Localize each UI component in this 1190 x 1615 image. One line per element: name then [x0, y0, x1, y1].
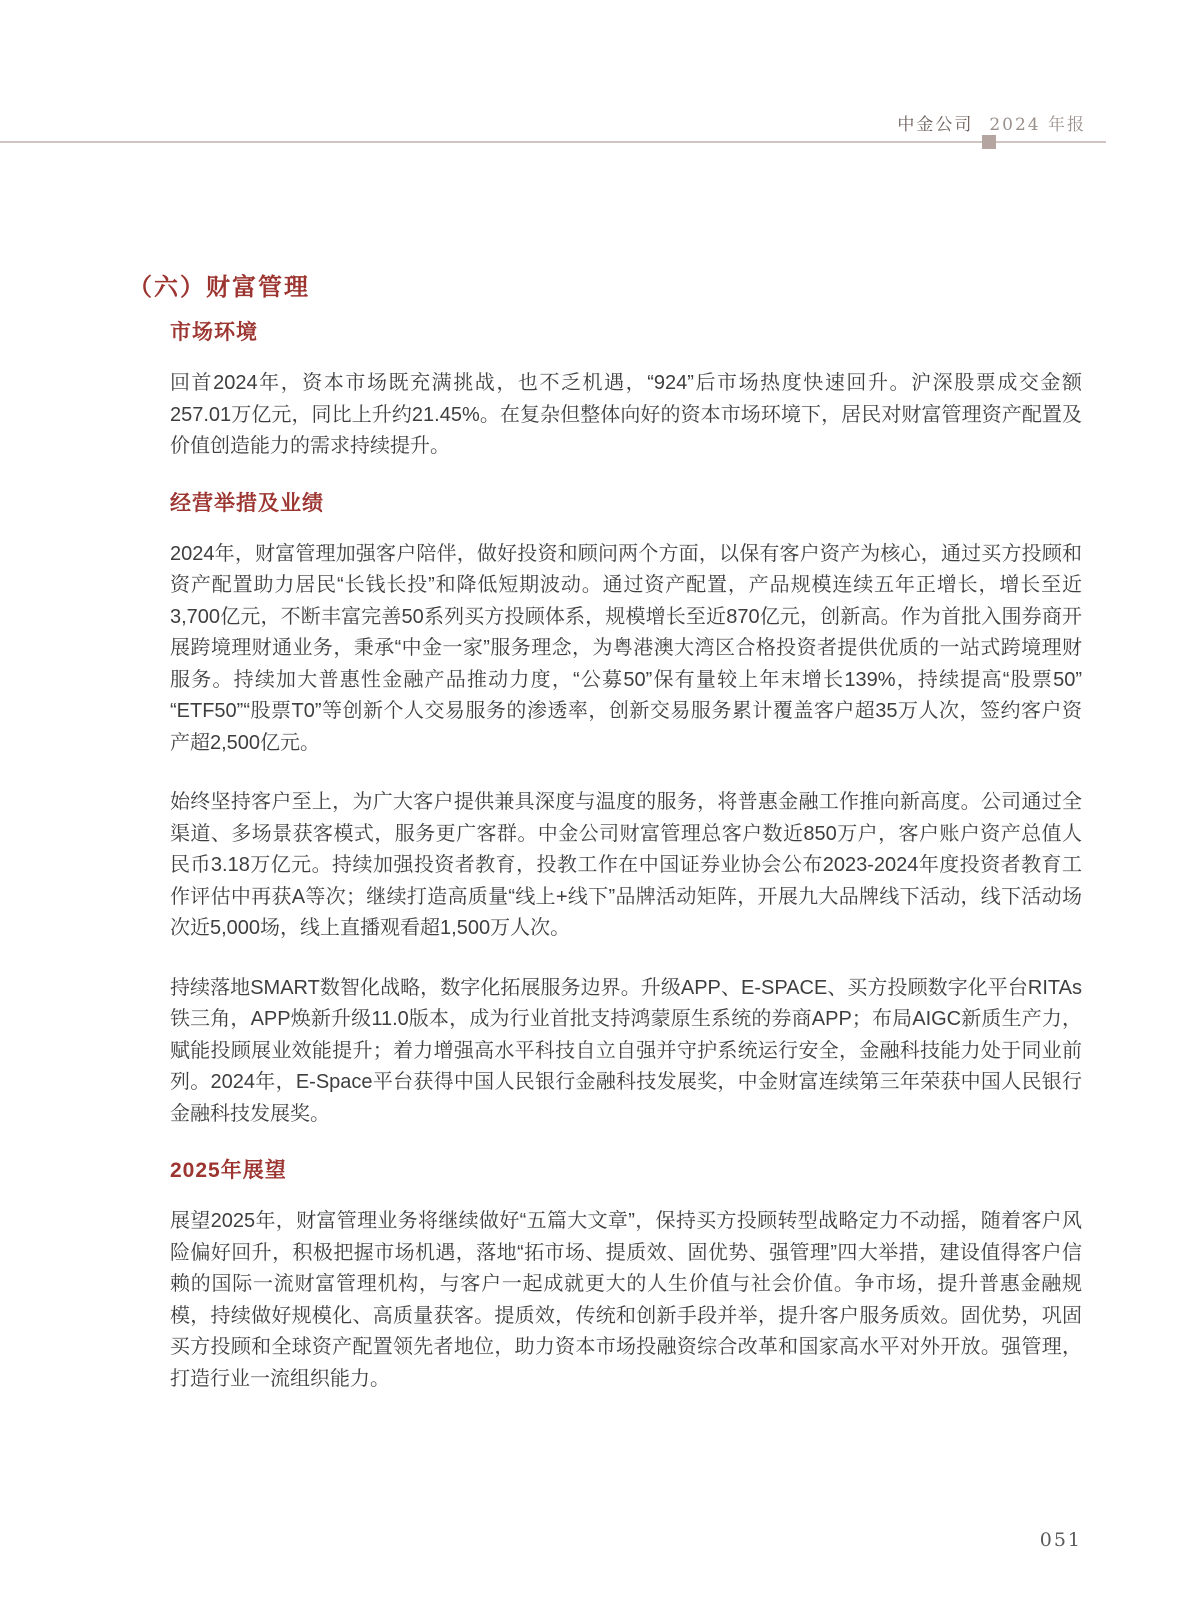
page-number: 051	[1039, 1529, 1082, 1551]
header-rule-marker	[982, 135, 996, 149]
paragraph-operations-1: 2024年，财富管理加强客户陪伴，做好投资和顾问两个方面，以保有客户资产为核心，通过买方投顾和资产配置助力居民“长钱长投”和降低短期波动。通过资产配置，产品规模连续五年正增长，增长至近3,700亿元，不断丰富完善50系列买方投顾体系，规模增长至近870亿元，创新高。作为首批入围券商开展跨境理财通业务，秉承“中金一家”服务理念，为粤港澳大湾区合格投资者提供优质的一站式跨境理财服务。持续加大普惠性金融产品推动力度，“公募50”保有量较上年末增长139%，持续提高“股票50”“ETF50”“股票T0”等创新个人交易服务的渗透率，创新交易服务累计覆盖客户超35万人次，签约客户资产超2,500亿元。	[170, 542, 1082, 754]
paragraph-market-environment: 回首2024年，资本市场既充满挑战，也不乏机遇，“924”后市场热度快速回升。沪深股票成交金额257.01万亿元，同比上升约21.45%。在复杂但整体向好的资本市场环境下，居民对财富管理资产配置及价值创造能力的需求持续提升。	[170, 372, 1082, 457]
paragraph-operations-2: 始终坚持客户至上，为广大客户提供兼具深度与温度的服务，将普惠金融工作推向新高度。公司通过全渠道、多场景获客模式，服务更广客群。中金公司财富管理总客户数近850万户，客户账户资产总值人民币3.18万亿元。持续加强投资者教育，投教工作在中国证券业协会公布2023-2024年度投资者教育工作评估中再获A等次；继续打造高质量“线上+线下”品牌活动矩阵，开展九大品牌线下活动，线下活动场次近5,000场，线上直播观看超1,500万人次。	[170, 791, 1082, 939]
paragraph-outlook: 展望2025年，财富管理业务将继续做好“五篇大文章”，保持买方投顾转型战略定力不动摇，随着客户风险偏好回升，积极把握市场机遇，落地“拓市场、提质效、固优势、强管理”四大举措，建设值得客户信赖的国际一流财富管理机构，与客户一起成就更大的人生价值与社会价值。争市场，提升普惠金融规模，持续做好规模化、高质量获客。提质效，传统和创新手段并举，提升客户服务质效。固优势，巩固买方投顾和全球资产配置领先者地位，助力资本市场投融资综合改革和国家高水平对外开放。强管理，打造行业一流组织能力。	[170, 1210, 1082, 1390]
company-name: 中金公司	[897, 115, 974, 135]
report-title: 2024 年报	[989, 115, 1086, 135]
header-rule	[0, 141, 1106, 143]
subsection-heading-market-environment: 市场环境	[170, 321, 258, 344]
section-heading-wealth-management: （六）财富管理	[128, 274, 310, 301]
subsection-heading-operations-results: 经营举措及业绩	[170, 491, 324, 515]
paragraph-operations-3: 持续落地SMART数智化战略，数字化拓展服务边界。升级APP、E-SPACE、买方投顾数字化平台RITAs铁三角，APP焕新升级11.0版本，成为行业首批支持鸿蒙原生系统的券商APP；布局AIGC新质生产力，赋能投顾展业效能提升；着力增强高水平科技自立自强并守护系统运行安全，金融科技能力处于同业前列。2024年，E-Space平台获得中国人民银行金融科技发展奖，中金财富连续第三年荣获中国人民银行金融科技发展奖。	[170, 976, 1082, 1125]
page-header	[0, 110, 1086, 135]
document-body	[128, 273, 1082, 1423]
subsection-heading-2025-outlook: 2025年展望	[170, 1159, 287, 1182]
